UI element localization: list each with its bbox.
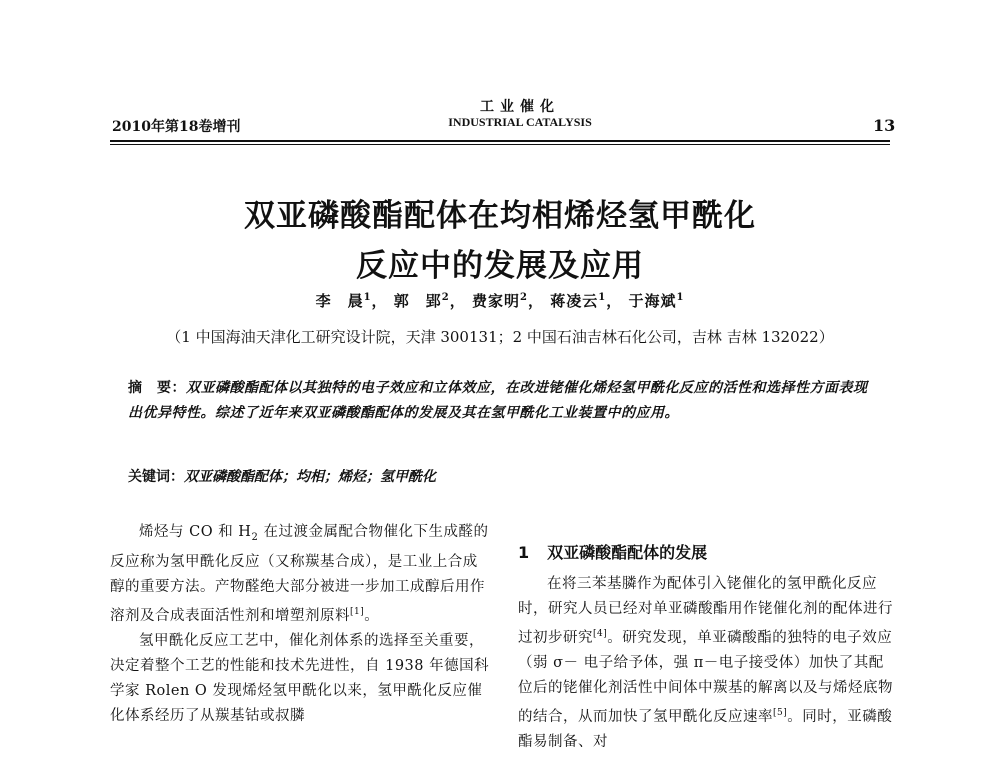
affiliation: （1 中国海油天津化工研究设计院，天津 300131；2 中国石油吉林石化公司，吉林 吉林 132022） (166, 328, 834, 346)
author-name: 蒋凌云 (550, 292, 599, 310)
keywords (128, 466, 878, 486)
author-list: 李 晨$^1$， 郭 郢$^2$， 费家明$^2$， 蒋凌云$^1$， 于海斌$^1$ (315, 292, 685, 310)
author-affiliation-mark: 2 (520, 292, 528, 303)
abstract-label: 摘 要： (128, 380, 186, 396)
body-column-right (518, 572, 898, 755)
author-name: 李 晨 (315, 292, 364, 310)
journal-issue: 2010年第18卷增刊 (112, 119, 241, 135)
header-rule-thin (110, 144, 890, 145)
author-name: 费家明 (472, 292, 521, 310)
abstract (128, 376, 878, 426)
article-title-line1: 双亚磷酸酯配体在均相烯烃氢甲酰化 (244, 198, 756, 234)
article-title-line2: 反应中的发展及应用 (356, 248, 644, 284)
keywords-text: 双亚磷酸酯配体；均相；烯烃；氢甲酰化 (184, 469, 436, 485)
citation-ref: [4] (593, 629, 608, 639)
citation-ref: [1] (350, 606, 365, 617)
author-affiliation-mark: 1 (676, 292, 685, 303)
section-heading (518, 540, 707, 563)
body-column-left (110, 520, 490, 729)
journal-name (400, 100, 640, 130)
paragraph: 在将三苯基膦作为配体引入铑催化的氢甲酰化反应时，研究人员已经对单亚磷酸酯用作铑催化剂的配体进行过初步研究[4]。研究发现，单亚磷酸酯的独特的电子效应（弱 σ－ 电子给予体，强 π－电子接受体）加快了其配位后的铑催化剂活性中间体中羰基的解离以及与烯烃底物的结合，从而加快了氢甲酰化反应速率[5]。同时，亚磷酸酯易制备、对 (518, 576, 893, 750)
header-rule (110, 140, 890, 142)
author-affiliation-mark: 1 (363, 292, 372, 303)
author-name: 郭 郢 (393, 292, 442, 310)
author-affiliation-mark: 1 (598, 292, 607, 303)
section-title: 双亚磷酸酯配体的发展 (547, 543, 708, 562)
page-number: 13 (873, 116, 896, 135)
abstract-text: 双亚磷酸酯配体以其独特的电子效应和立体效应，在改进铑催化烯烃氢甲酰化反应的活性和选择性方面表现出优异特性。综述了近年来双亚磷酸酯配体的发展及其在氢甲酰化工业装置中的应用。 (128, 380, 868, 421)
author-name: 于海斌 (628, 292, 677, 310)
keywords-label: 关键词： (128, 469, 184, 485)
section-number: 1 (518, 543, 530, 562)
paragraph: 氢甲酰化反应工艺中，催化剂体系的选择至关重要，决定着整个工艺的性能和技术先进性，自 1938 年德国科学家 Rolen O 发现烯烃氢甲酰化以来，氢甲酰化反应催化体系经历了从羰基钴或叔膦 (110, 632, 490, 724)
citation-ref: [5] (773, 707, 788, 718)
paragraph: 烯烃与 CO 和 $H_2$ 在过渡金属配合物催化下生成醛的反应称为氢甲酰化反应（又称羰基合成），是工业上合成醇的重要方法。产物醛绝大部分被进一步加工成醇后用作溶剂及合成表面活性剂和增塑剂原料[1]。 (110, 524, 489, 624)
author-affiliation-mark: 2 (441, 292, 450, 303)
journal-name-cn: 工业催化 (480, 99, 560, 115)
journal-name-en: INDUSTRIAL CATALYSIS (448, 115, 592, 129)
